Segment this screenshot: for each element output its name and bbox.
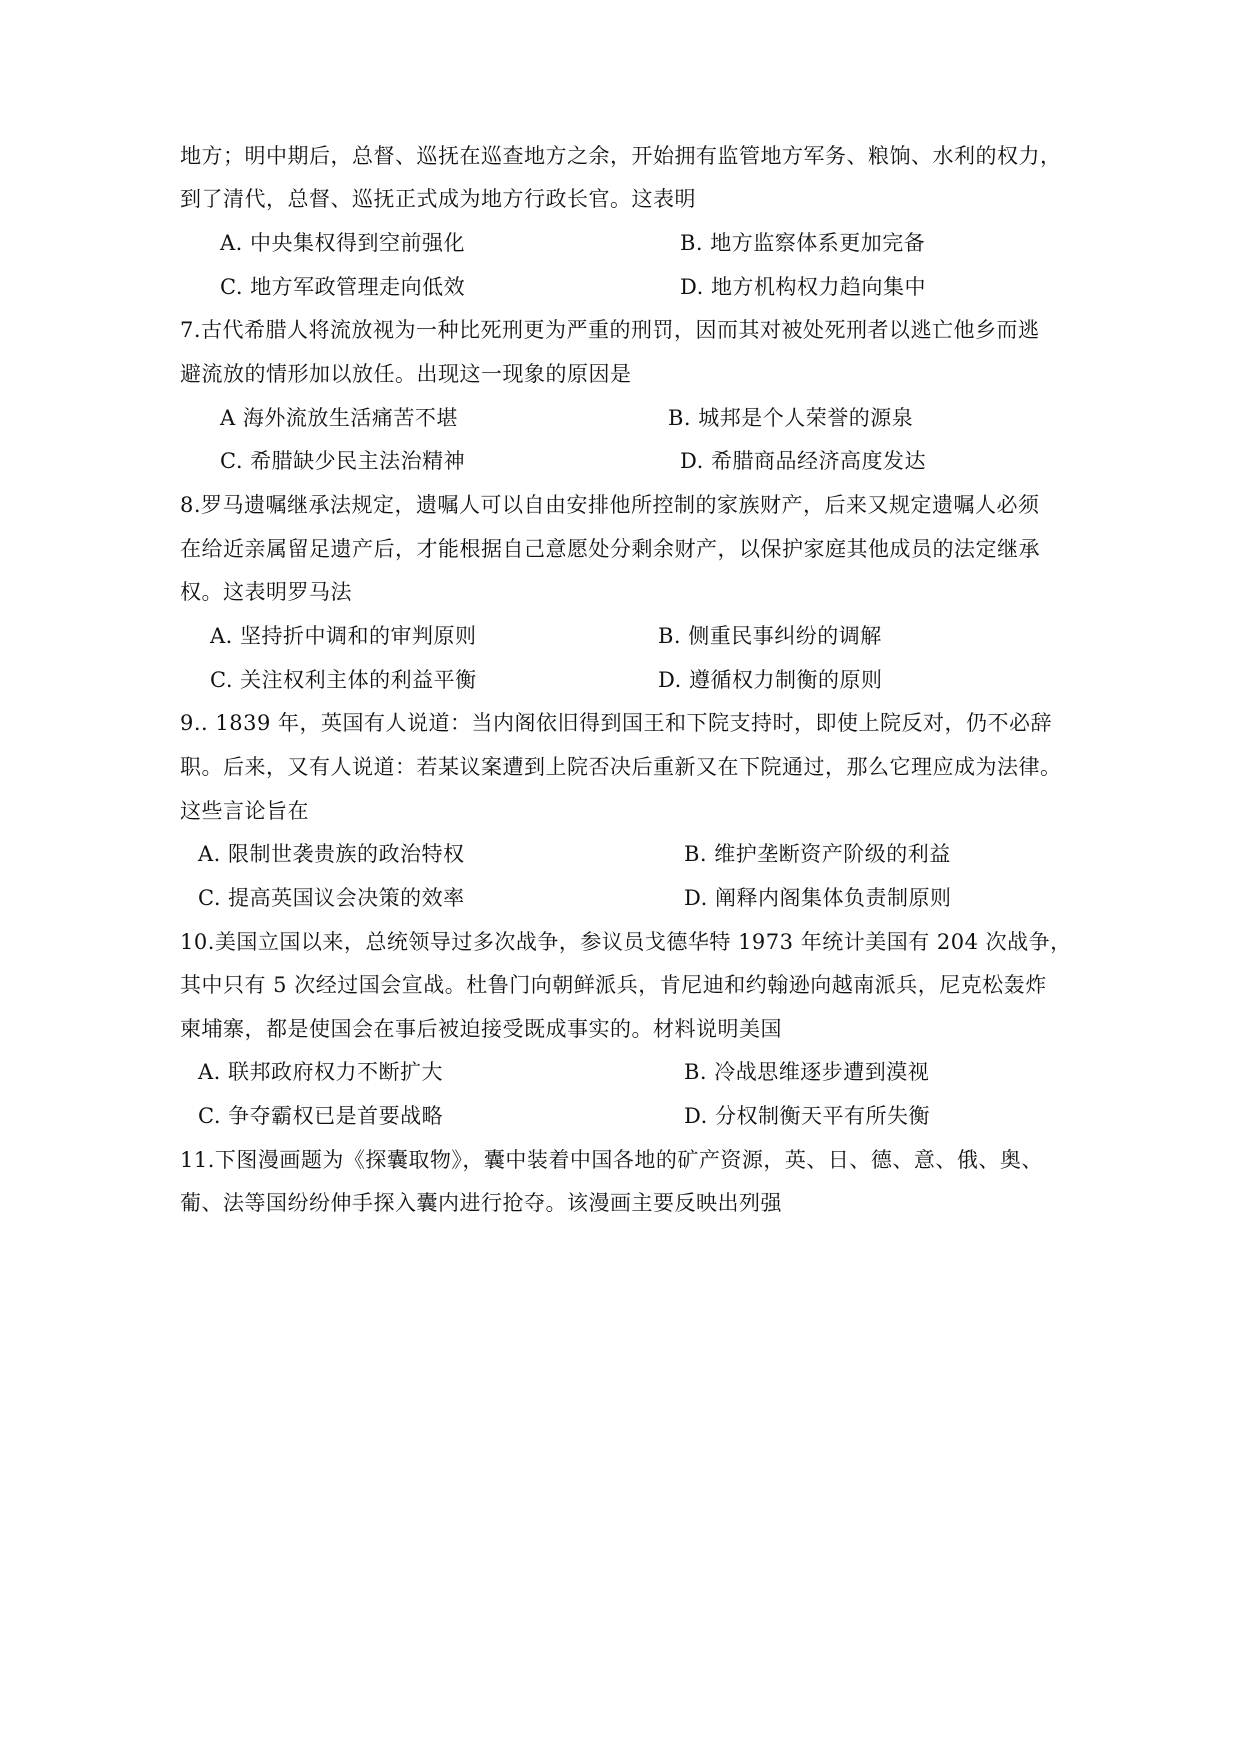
question-8-stem-line-1: 8.罗马遗嘱继承法规定，遗嘱人可以自由安排他所控制的家族财产，后来又规定遗嘱人必须 [180,493,1040,517]
question-6-stem-line-2: 到了清代，总督、巡抚正式成为地方行政长官。这表明 [180,187,696,211]
question-6-option-c: C. 地方军政管理走向低效 [220,275,466,299]
question-11-stem-line-1: 11.下图漫画题为《探囊取物》，囊中装着中国各地的矿产资源，英、日、德、意、俄、奥、 [180,1148,1043,1172]
question-9-stem-line-1: 9.. 1839 年，英国有人说道：当内阁依旧得到国王和下院支持时，即使上院反对，仍不必辞 [180,711,1053,735]
question-7-option-b: B. 城邦是个人荣誉的源泉 [668,406,914,430]
question-7-option-c: C. 希腊缺少民主法治精神 [220,449,466,473]
question-11-stem-line-2: 葡、法等国纷纷伸手探入囊内进行抢夺。该漫画主要反映出列强 [180,1191,782,1215]
question-7-option-d: D. 希腊商品经济高度发达 [680,449,926,473]
question-7-option-a: A 海外流放生活痛苦不堪 [220,406,458,430]
question-10-option-c: C. 争夺霸权已是首要战略 [198,1104,444,1128]
question-7-stem-line-1: 7.古代希腊人将流放视为一种比死刑更为严重的刑罚，因而其对被处死刑者以逃亡他乡而逃 [180,318,1040,342]
question-9-option-c: C. 提高英国议会决策的效率 [198,886,465,910]
question-6-option-b: B. 地方监察体系更加完备 [680,231,926,255]
question-9-stem-line-2: 职。后来，又有人说道：若某议案遭到上院否决后重新又在下院通过，那么它理应成为法律。 [180,755,1062,779]
question-6-option-a: A. 中央集权得到空前强化 [220,231,466,255]
question-9-option-b: B. 维护垄断资产阶级的利益 [684,842,951,866]
question-10-stem-line-2: 其中只有 5 次经过国会宣战。杜鲁门向朝鲜派兵，肯尼迪和约翰逊向越南派兵，尼克松轰炸 [180,973,1047,997]
question-10-stem-line-3: 柬埔寨，都是使国会在事后被迫接受既成事实的。材料说明美国 [180,1017,782,1041]
question-10-stem-line-1: 10.美国立国以来，总统领导过多次战争，参议员戈德华特 1973 年统计美国有 204 次战争， [180,930,1072,954]
question-10-option-b: B. 冷战思维逐步遭到漠视 [684,1060,930,1084]
question-9-stem-line-3: 这些言论旨在 [180,799,309,823]
question-8-option-a: A. 坚持折中调和的审判原则 [210,624,477,648]
question-8-option-d: D. 遵循权力制衡的原则 [658,668,883,692]
question-10-option-a: A. 联邦政府权力不断扩大 [198,1060,444,1084]
question-10-option-d: D. 分权制衡天平有所失衡 [684,1104,930,1128]
question-6-option-d: D. 地方机构权力趋向集中 [680,275,926,299]
question-8-option-c: C. 关注权利主体的利益平衡 [210,668,477,692]
question-7-stem-line-2: 避流放的情形加以放任。出现这一现象的原因是 [180,362,632,386]
question-6-stem-line-1: 地方；明中期后，总督、巡抚在巡查地方之余，开始拥有监管地方军务、粮饷、水利的权力， [180,144,1062,168]
question-9-option-a: A. 限制世袭贵族的政治特权 [198,842,465,866]
question-8-stem-line-3: 权。这表明罗马法 [180,580,352,604]
question-9-option-d: D. 阐释内阁集体负责制原则 [684,886,952,910]
question-8-option-b: B. 侧重民事纠纷的调解 [658,624,882,648]
question-8-stem-line-2: 在给近亲属留足遗产后，才能根据自己意愿处分剩余财产，以保护家庭其他成员的法定继承 [180,537,1040,561]
